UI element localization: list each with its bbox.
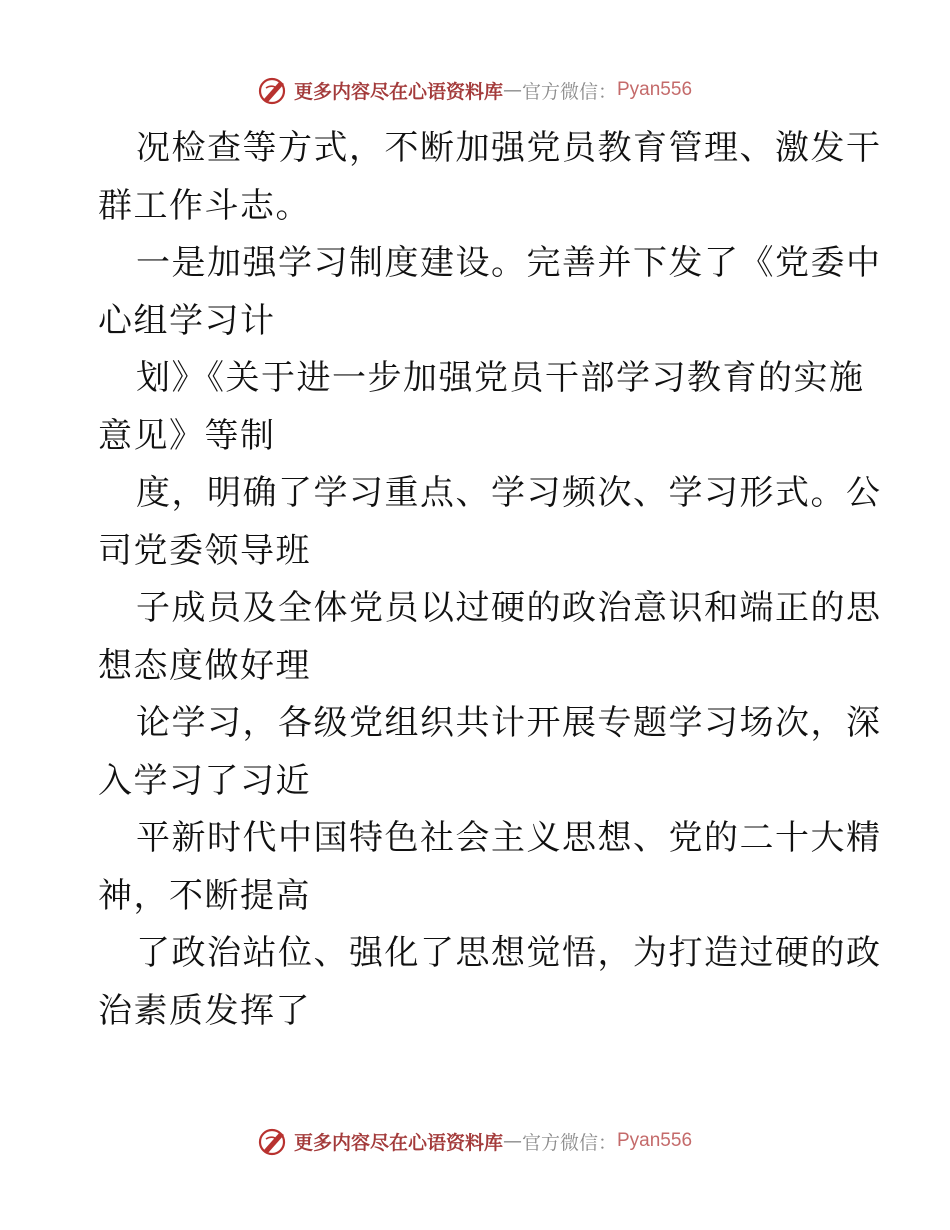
body-line: 群工作斗志。 [98, 185, 311, 226]
footer-site-text: 更多内容尽在心语资料库 [293, 1131, 503, 1154]
body-line: 心组学习计 [98, 300, 276, 341]
body-line: 想态度做好理 [98, 645, 311, 686]
pen-logo-icon [258, 1126, 288, 1156]
body-line: 司党委领导班 [98, 530, 311, 571]
body-line: 治素质发挥了 [98, 990, 311, 1031]
body-line: 况检查等方式，不断加强党员教育管理、激发干 [136, 128, 882, 168]
footer-banner [0, 1121, 950, 1161]
footer-separator: — [502, 1130, 522, 1152]
footer-wechat-id: Pyan556 [617, 1130, 693, 1151]
body-line: 子成员及全体党员以过硬的政治意识和端正的思 [136, 588, 882, 628]
header-wechat-id: Pyan556 [617, 79, 693, 100]
body-line: 度，明确了学习重点、学习频次、学习形式。公 [136, 473, 882, 513]
body-line: 了政治站位、强化了思想觉悟，为打造过硬的政 [136, 933, 882, 973]
header-wechat-label: 官方微信： [521, 80, 617, 103]
body-line: 一是加强学习制度建设。完善并下发了《党委中 [136, 243, 882, 283]
body-line: 论学习，各级党组织共计开展专题学习场次，深 [136, 703, 882, 743]
body-line: 划》《关于进一步加强党员干部学习教育的实施 [136, 358, 865, 398]
header-banner [0, 70, 950, 110]
body-line: 神，不断提高 [98, 875, 311, 916]
body-line: 平新时代中国特色社会主义思想、党的二十大精 [136, 818, 882, 858]
header-site-text: 更多内容尽在心语资料库 [293, 80, 503, 103]
header-separator: — [502, 79, 522, 101]
body-line: 意见》等制 [98, 415, 276, 456]
footer-wechat-label: 官方微信： [521, 1131, 617, 1154]
pen-logo-icon [258, 75, 288, 105]
document-body [98, 120, 882, 1040]
body-line: 入学习了习近 [98, 760, 311, 801]
